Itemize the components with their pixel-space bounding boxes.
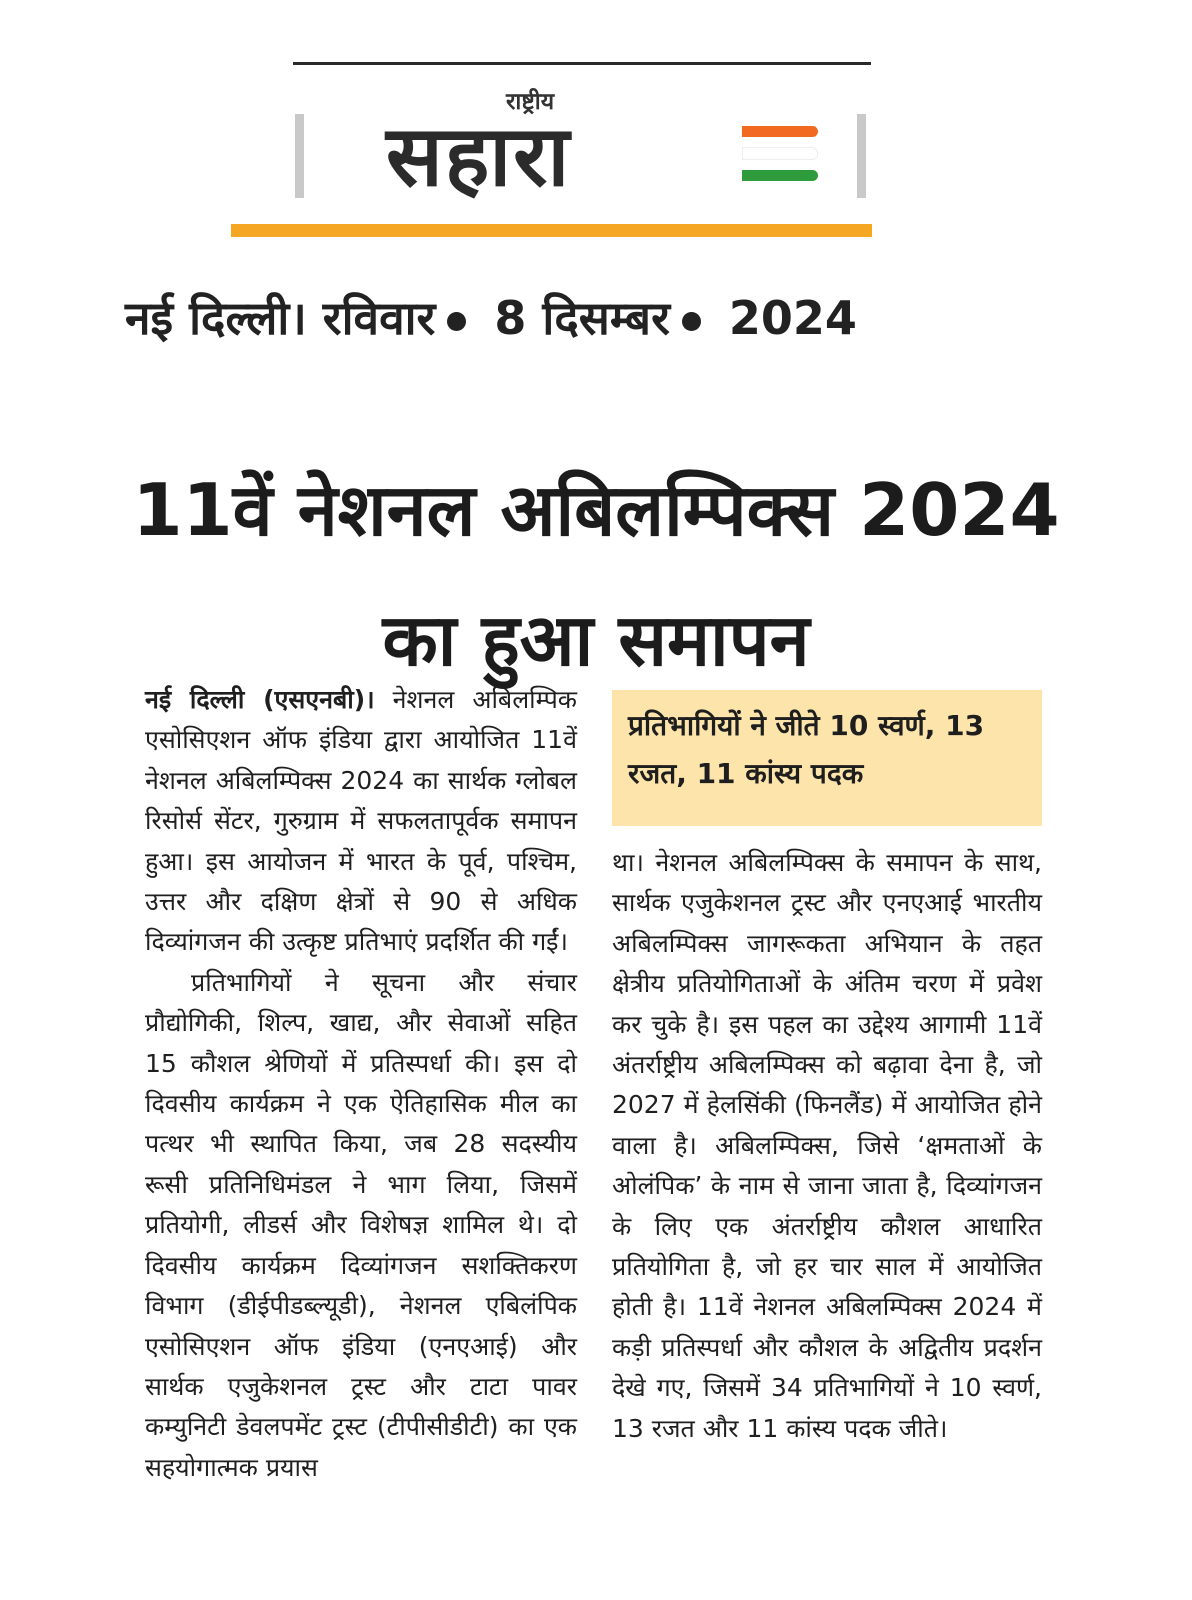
dateline-bullet xyxy=(682,312,701,331)
article-paragraph: था। नेशनल अबिलम्पिक्स के समापन के साथ, सार्थक एजुकेशनल ट्रस्ट और एनएआई भारतीय अबिलम्पिक्स जागरूकता अभियान के तहत क्षेत्रीय प्रतियोगिताओं के अंतिम चरण में प्रवेश कर चुके है। इस पहल का उद्देश्य आगामी 11वें अंतर्राष्ट्रीय अबिलम्पिक्स को बढ़ावा देना है, जो 2027 में हेलसिंकी (फिनलैंड) में आयोजित होने वाला है। अबिलम्पिक्स, जिसे ‘क्षमताओं के ओलंपिक’ के नाम से जाना जाता है, दिव्यांगजन के लिए एक अंतर्राष्ट्रीय कौशल आधारित प्रतियोगिता है, जो हर चार साल में आयोजित होती है। 11वें नेशनल अबिलम्पिक्स 2024 में कड़ी प्रतिस्पर्धा और कौशल के अद्वितीय प्रदर्शन देखे गए, जिसमें 34 प्रतिभागियों ने 10 स्वर्ण, 13 रजत और 11 कांस्य पदक जीते। xyxy=(612,848,1042,1443)
article-column-right xyxy=(612,843,1042,1449)
dateline-bullet xyxy=(447,312,466,331)
article-paragraph xyxy=(145,680,577,963)
article-column-left xyxy=(145,680,577,1488)
masthead-left-bar xyxy=(295,114,304,198)
dateline-city-day: नई दिल्ली। रविवार xyxy=(125,291,436,345)
flag-stripe-white xyxy=(742,147,818,160)
tricolor-flag-icon xyxy=(742,126,818,191)
newspaper-masthead xyxy=(290,70,872,230)
article-headline: 11वें नेशनल अबिलम्पिक्स 2024 का हुआ समापन xyxy=(132,468,1060,682)
masthead-right-bar xyxy=(857,114,866,198)
masthead-name: सहारा xyxy=(386,107,572,205)
flag-stripe-saffron xyxy=(742,126,818,137)
flag-stripe-green xyxy=(742,170,818,181)
masthead-small-text: राष्ट्रीय xyxy=(506,88,555,115)
article-lead-tag: नई दिल्ली (एसएनबी)। xyxy=(145,685,375,714)
article-paragraph: प्रतिभागियों ने सूचना और संचार प्रौद्योगिकी, शिल्प, खाद्य, और सेवाओं सहित 15 कौशल श्रेणियों में प्रतिस्पर्धा की। इस दो दिवसीय कार्यक्रम ने एक ऐतिहासिक मील का पत्थर भी स्थापित किया, जब 28 सदस्यीय रूसी प्रतिनिधिमंडल ने भाग लिया, जिसमें प्रतियोगी, लीडर्स और विशेषज्ञ शामिल थे। दो दिवसीय कार्यक्रम दिव्यांगजन सशक्तिकरण विभाग (डीईपीडब्ल्यूडी), नेशनल एबिलंपिक एसोसिएशन ऑफ इंडिया (एनएआई) और सार्थक एजुकेशनल ट्रस्ट और टाटा पावर कम्युनिटी डेवलपमेंट ट्रस्ट (टीपीसीडीटी) का एक सहयोगात्मक प्रयास xyxy=(145,967,577,1482)
dateline xyxy=(125,290,1065,346)
dateline-year: 2024 xyxy=(728,291,857,345)
dateline-date: 8 दिसम्बर xyxy=(494,291,670,345)
masthead-orange-rule xyxy=(231,224,872,237)
article-paragraph-text: नेशनल अबिलम्पिक एसोसिएशन ऑफ इंडिया द्वारा आयोजित 11वें नेशनल अबिलम्पिक्स 2024 का सार्थक ग्लोबल रिसोर्स सेंटर, गुरुग्राम में सफलतापूर्वक समापन हुआ। इस आयोजन में भारत के पूर्व, पश्चिम, उत्तर और दक्षिण क्षेत्रों से 90 से अधिक दिव्यांगजन की उत्कृष्ट प्रतिभाएं प्रदर्शित की गईं। xyxy=(145,685,577,957)
masthead-top-rule xyxy=(293,62,871,65)
highlight-box: प्रतिभागियों ने जीते 10 स्वर्ण, 13 रजत, 11 कांस्य पदक xyxy=(612,690,1042,826)
